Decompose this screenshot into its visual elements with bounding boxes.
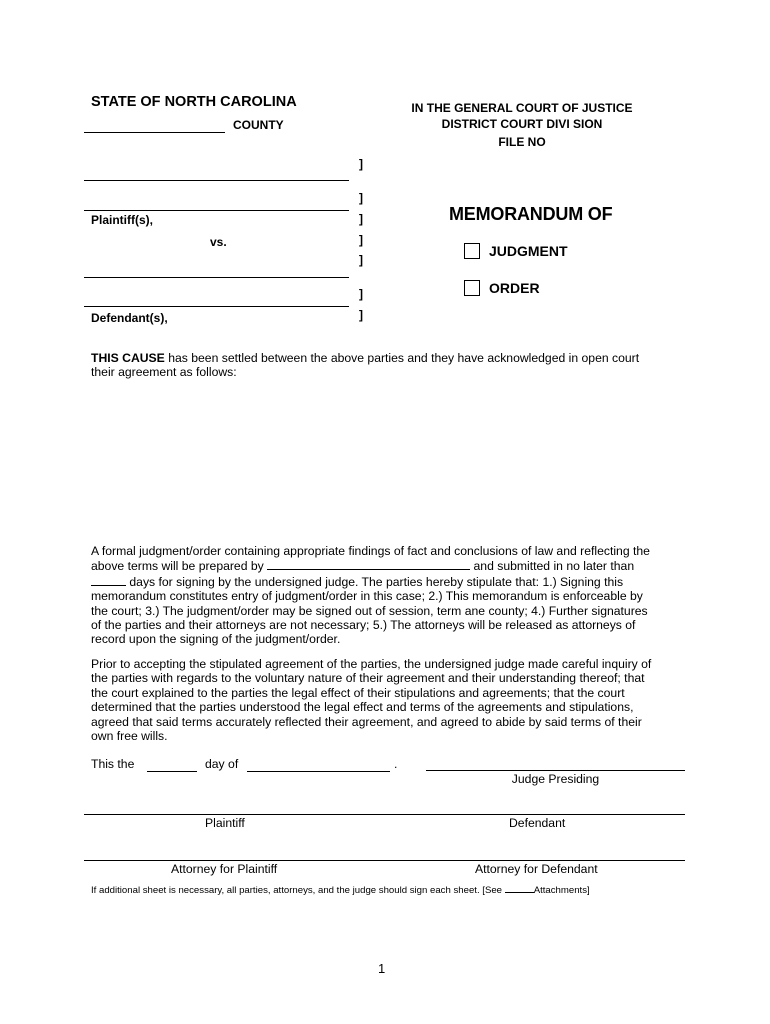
county-label: COUNTY xyxy=(233,118,284,132)
paragraph-line: determined that the parties understood the legal effect and terms of the agreements and stipulations, xyxy=(91,700,634,715)
paragraph-line: of the parties and their attorneys are not necessary; 5.) The attorneys will be released as attorneys of xyxy=(91,618,636,633)
caption-bracket: ] xyxy=(359,212,363,226)
cause-text: has been settled between the above parties and they have acknowledged in open court xyxy=(164,351,640,365)
month-year-blank[interactable] xyxy=(247,771,390,772)
caption-bracket: ] xyxy=(359,253,363,267)
paragraph-line: the parties with regards to the voluntary nature of their agreement and their understanding thereof; that xyxy=(91,671,645,686)
prepared-by-blank[interactable] xyxy=(267,558,470,570)
paragraph-line: memorandum constitutes entry of judgment/order in this case; 2.) This memorandum is enforceable by xyxy=(91,589,643,604)
file-no-label: FILE NO xyxy=(498,135,546,149)
paragraph-line: Prior to accepting the stipulated agreement of the parties, the undersigned judge made careful inquiry of xyxy=(91,657,652,671)
caption-bracket: ] xyxy=(359,191,363,205)
paragraph-line: the court; 3.) The judgment/order may be signed out of session, term ane county; 4.) Further signatures xyxy=(91,603,648,618)
day-blank[interactable] xyxy=(147,771,197,772)
paragraph-line: the court explained to the parties the legal effect of their stipulations and agreements; that the court xyxy=(91,685,625,700)
paragraph-line: agreed that said terms accurately reflected their agreement, and agreed to abide by said terms of their xyxy=(91,714,642,729)
caption-bracket: ] xyxy=(359,233,363,247)
this-cause-bold: THIS CAUSE xyxy=(91,351,165,365)
judge-presiding-label: Judge Presiding xyxy=(511,772,600,786)
attachments-count-blank[interactable] xyxy=(505,884,534,893)
order-label: ORDER xyxy=(489,280,540,296)
formal-judgment-paragraph xyxy=(91,544,650,647)
attachment-note-text: Attachments] xyxy=(533,885,590,896)
days-blank[interactable] xyxy=(91,574,126,586)
defendant-name-line-2[interactable] xyxy=(84,306,349,307)
inquiry-paragraph xyxy=(91,657,651,743)
attorney-signature-line[interactable] xyxy=(84,860,685,861)
defendants-label: Defendant(s), xyxy=(91,311,168,325)
order-checkbox[interactable] xyxy=(464,280,480,296)
paragraph-line: above terms will be prepared by xyxy=(91,559,268,574)
plaintiff-name-line-1[interactable] xyxy=(84,180,349,181)
defendant-name-line-1[interactable] xyxy=(84,277,349,278)
paragraph-line: A formal judgment/order containing appropriate findings of fact and conclusions of law and reflecting the xyxy=(91,544,650,558)
paragraph-line: and submitted in no later than xyxy=(470,559,635,574)
defendant-signature-label: Defendant xyxy=(509,816,566,830)
plaintiff-signature-label: Plaintiff xyxy=(205,816,245,830)
court-heading-line1: IN THE GENERAL COURT OF JUSTICE xyxy=(411,101,633,115)
judgment-checkbox[interactable] xyxy=(464,243,480,259)
vs-label: vs. xyxy=(210,235,227,249)
court-heading-line2: DISTRICT COURT DIVI SION xyxy=(441,117,603,131)
state-heading: STATE OF NORTH CAROLINA xyxy=(91,94,297,110)
judge-signature-line[interactable] xyxy=(426,770,685,771)
plaintiff-name-line-2[interactable] xyxy=(84,210,349,211)
paragraph-line: days for signing by the undersigned judge. The parties hereby stipulate that: 1.) Signing this xyxy=(126,574,624,589)
party-signature-line[interactable] xyxy=(84,814,685,815)
attorney-plaintiff-label: Attorney for Plaintiff xyxy=(171,862,278,876)
caption-bracket: ] xyxy=(359,308,363,322)
caption-bracket: ] xyxy=(359,287,363,301)
plaintiffs-label: Plaintiff(s), xyxy=(91,213,153,227)
this-the-label: This the xyxy=(91,757,135,771)
date-period: . xyxy=(394,757,398,771)
judgment-label: JUDGMENT xyxy=(489,243,568,259)
day-of-label: day of xyxy=(205,757,239,771)
cause-paragraph xyxy=(91,351,639,380)
cause-text: their agreement as follows: xyxy=(91,365,237,380)
caption-bracket: ] xyxy=(359,157,363,171)
attorney-defendant-label: Attorney for Defendant xyxy=(475,862,598,876)
attachment-note-text: If additional sheet is necessary, all parties, attorneys, and the judge should sign each sheet. [See xyxy=(91,885,505,896)
paragraph-line: record upon the signing of the judgment/order. xyxy=(91,632,341,647)
page-number: 1 xyxy=(378,961,386,976)
county-name-line[interactable] xyxy=(84,132,225,133)
paragraph-line: own free wills. xyxy=(91,729,168,744)
memorandum-title: MEMORANDUM OF xyxy=(449,204,613,224)
attachment-note xyxy=(91,884,590,896)
